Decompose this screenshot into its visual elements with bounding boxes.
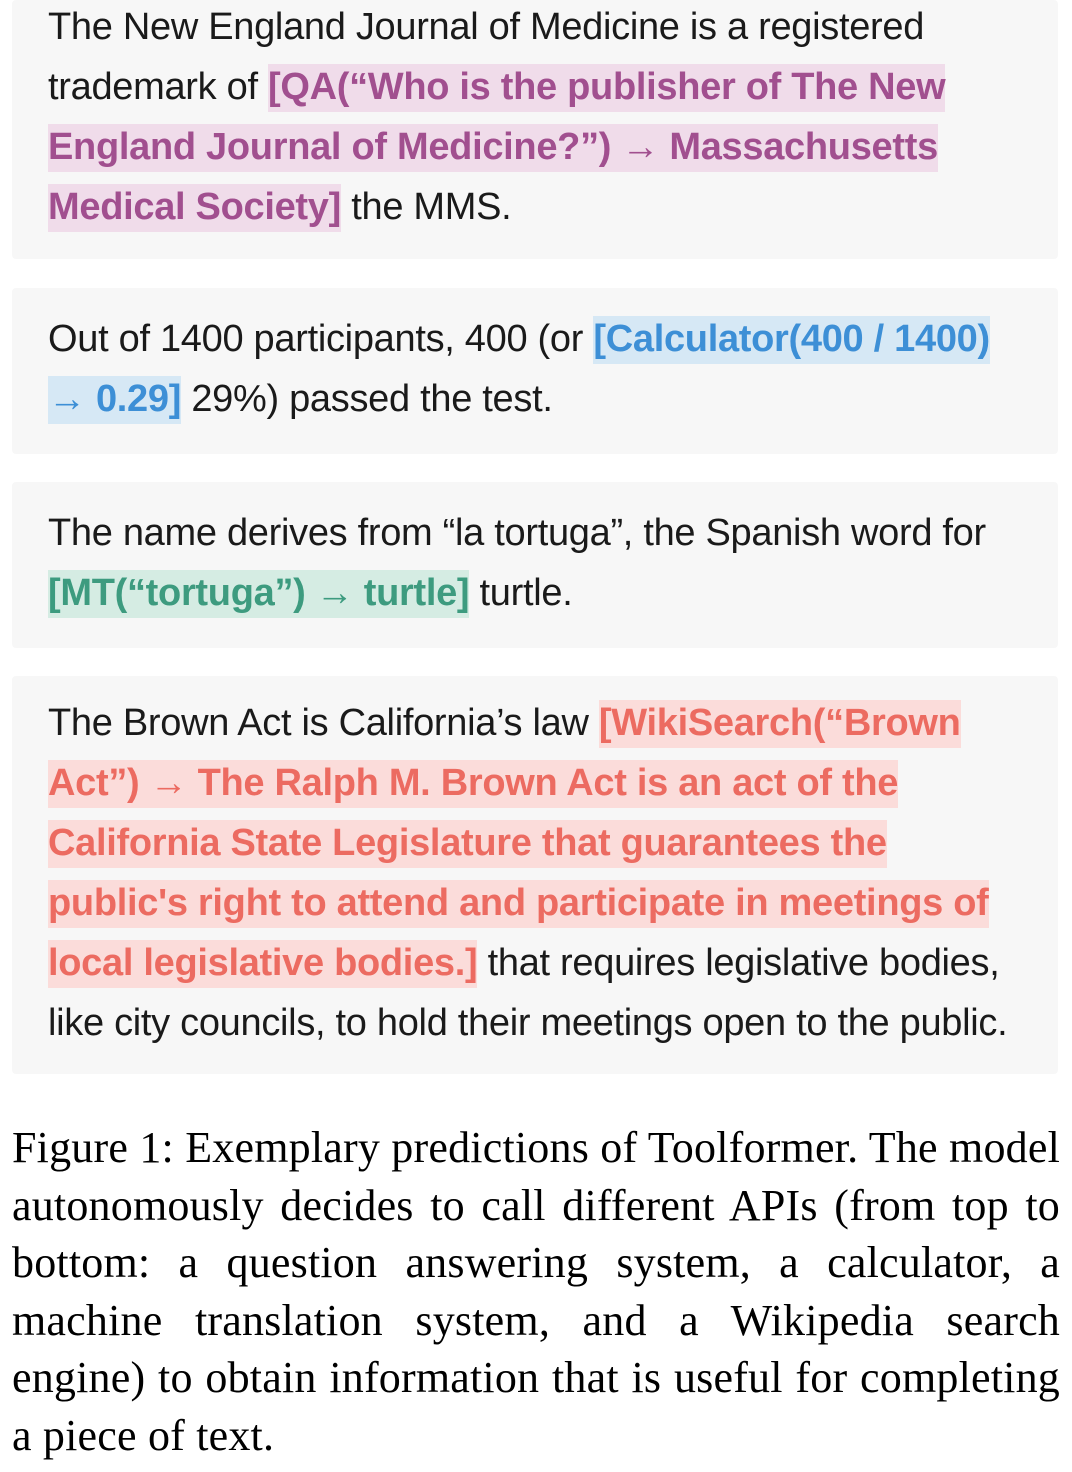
example-qa-after: the MMS. — [340, 186, 512, 228]
calculator-api-call: [Calculator(400 / 1400) → 0.29] — [48, 316, 990, 424]
example-mt-box — [12, 482, 1058, 648]
example-wikisearch-before: The Brown Act is California’s law — [48, 702, 599, 744]
example-mt-before: The name derives from “la tortuga”, the Spanish word for — [48, 512, 986, 554]
example-wikisearch-after: that requires legislative bodies, like city councils, to hold their meetings open to the public. — [48, 942, 1008, 1044]
example-calculator-text — [48, 309, 1022, 429]
example-mt-after: turtle. — [469, 572, 573, 614]
example-wikisearch-box — [12, 676, 1058, 1074]
wikisearch-api-call: [WikiSearch(“Brown Act”) → The Ralph M. Brown Act is an act of the California State Legislature that guarantees the public's right to attend and participate in meetings of local legislative bodies.] — [48, 700, 989, 988]
example-qa-text — [48, 0, 1022, 237]
example-wikisearch-text — [48, 693, 1022, 1053]
qa-api-call: [QA(“Who is the publisher of The New England Journal of Medicine?”) → Massachusetts Medical Society] — [48, 64, 945, 232]
example-calculator-box — [12, 288, 1058, 454]
example-mt-text — [48, 503, 1022, 623]
example-qa-before: The New England Journal of Medicine is a registered trademark of — [48, 6, 925, 108]
example-calculator-after: 29%) passed the test. — [181, 378, 553, 420]
example-qa-box — [12, 0, 1058, 259]
mt-api-call: [MT(“tortuga”) → turtle] — [48, 570, 469, 618]
example-calculator-before: Out of 1400 participants, 400 (or — [48, 318, 594, 360]
figure-caption: Figure 1: Exemplary predictions of Toolformer. The model autonomously decides to call different APIs (from top to bottom: a question answering system, a calculator, a machine translation system, and a Wikipedia search engine) to obtain information that is useful for completing a piece of text. — [12, 1123, 1060, 1460]
